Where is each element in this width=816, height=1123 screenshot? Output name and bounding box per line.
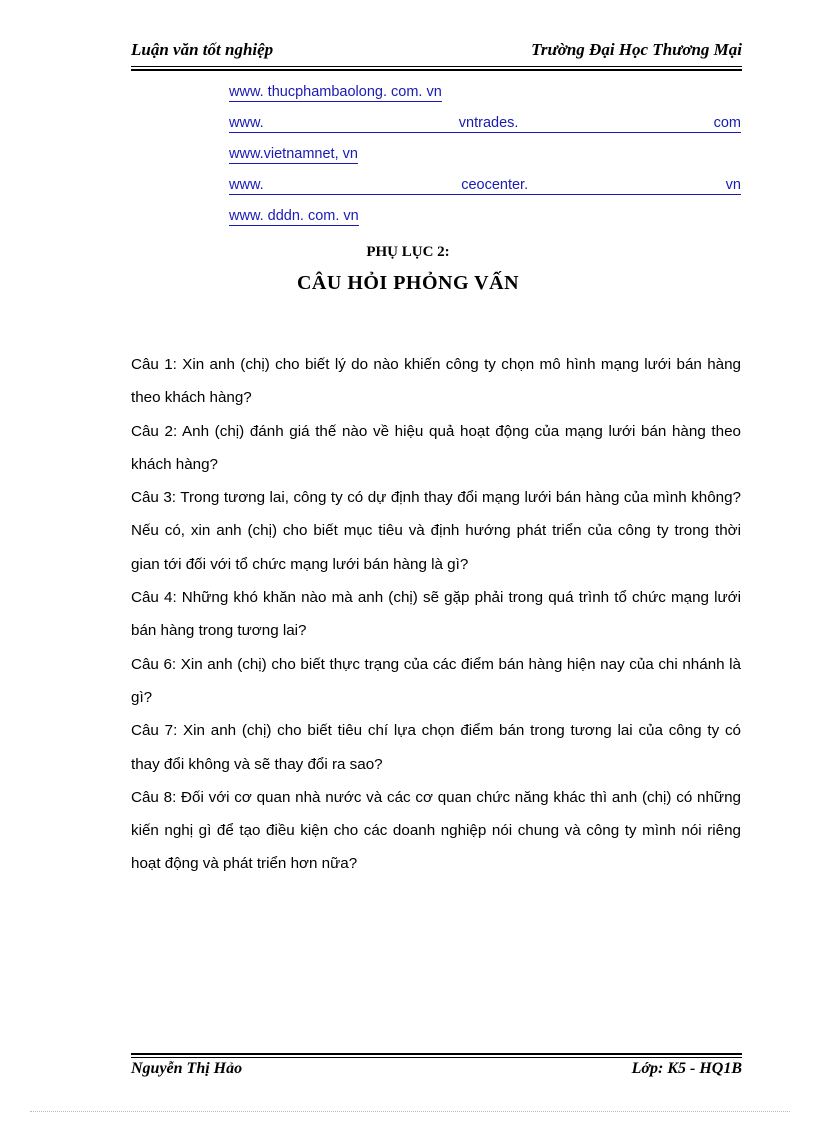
link-text[interactable] (229, 115, 741, 133)
page-boundary (30, 1111, 790, 1112)
class-label: Lớp: K5 - HQ1B (631, 1060, 742, 1077)
reference-links (229, 84, 741, 239)
header-divider (131, 66, 742, 67)
link-part: com (713, 115, 741, 131)
footer-divider (131, 1057, 742, 1058)
question-item: Câu 7: Xin anh (chị) cho biết tiêu chí lựa chọn điểm bán trong tương lai của công ty có thay đổi không và sẽ thay đổi ra sao? (131, 722, 741, 773)
link-vietnamnet[interactable] (229, 146, 741, 177)
question-item: Câu 8: Đối với cơ quan nhà nước và các cơ quan chức năng khác thì anh (chị) có những kiến nghị gì để tạo điều kiện cho các doanh nghiệp nói chung và công ty mình nói riêng hoạt động và phát triển hơn nữa? (131, 788, 741, 873)
thesis-label: Luận văn tốt nghiệp (131, 40, 274, 59)
link-text[interactable]: www.vietnamnet, vn (229, 146, 358, 162)
link-part: vntrades. (458, 115, 519, 131)
question-item: Câu 6: Xin anh (chị) cho biết thực trạng của các điểm bán hàng hiện nay của chi nhánh là gì? (131, 655, 741, 706)
page-footer (131, 1060, 742, 1084)
question-item: Câu 2: Anh (chị) đánh giá thế nào về hiệu quả hoạt động của mạng lưới bán hàng theo khách hàng? (131, 422, 741, 473)
link-text[interactable]: www. thucphambaolong. com. vn (229, 84, 442, 100)
appendix-label: PHỤ LỤC 2: (366, 244, 450, 260)
link-part: www. (229, 115, 264, 131)
link-part: www. (229, 177, 264, 193)
link-text[interactable]: www. dddn. com. vn (229, 208, 359, 224)
link-ceocenter[interactable] (229, 177, 741, 208)
link-vntrades[interactable] (229, 115, 741, 146)
link-thucphambaolong[interactable] (229, 84, 741, 115)
question-list (131, 348, 741, 881)
page-title: CÂU HỎI PHỎNG VẤN (296, 272, 520, 294)
page-header (131, 40, 742, 66)
link-text[interactable] (229, 177, 741, 195)
university-name: Trường Đại Học Thương Mại (531, 40, 742, 59)
link-part: ceocenter. (461, 177, 529, 193)
question-item: Câu 4: Những khó khăn nào mà anh (chị) sẽ gặp phải trong quá trình tổ chức mạng lưới bán hàng trong tương lai? (131, 589, 741, 640)
header-divider-thick (131, 69, 742, 71)
link-dddn[interactable] (229, 208, 741, 239)
author-name: Nguyễn Thị Hảo (131, 1060, 243, 1077)
question-item: Câu 3: Trong tương lai, công ty có dự định thay đổi mạng lưới bán hàng của mình không? Nếu có, xin anh (chị) cho biết mục tiêu và định hướng phát triển của công ty trong thời gian tới đối với tổ chức mạng lưới bán hàng là gì? (131, 489, 741, 573)
question-item: Câu 1: Xin anh (chị) cho biết lý do nào khiến công ty chọn mô hình mạng lưới bán hàng theo khách hàng? (131, 356, 741, 407)
link-part: vn (725, 177, 741, 193)
footer-divider-thick (131, 1053, 742, 1055)
